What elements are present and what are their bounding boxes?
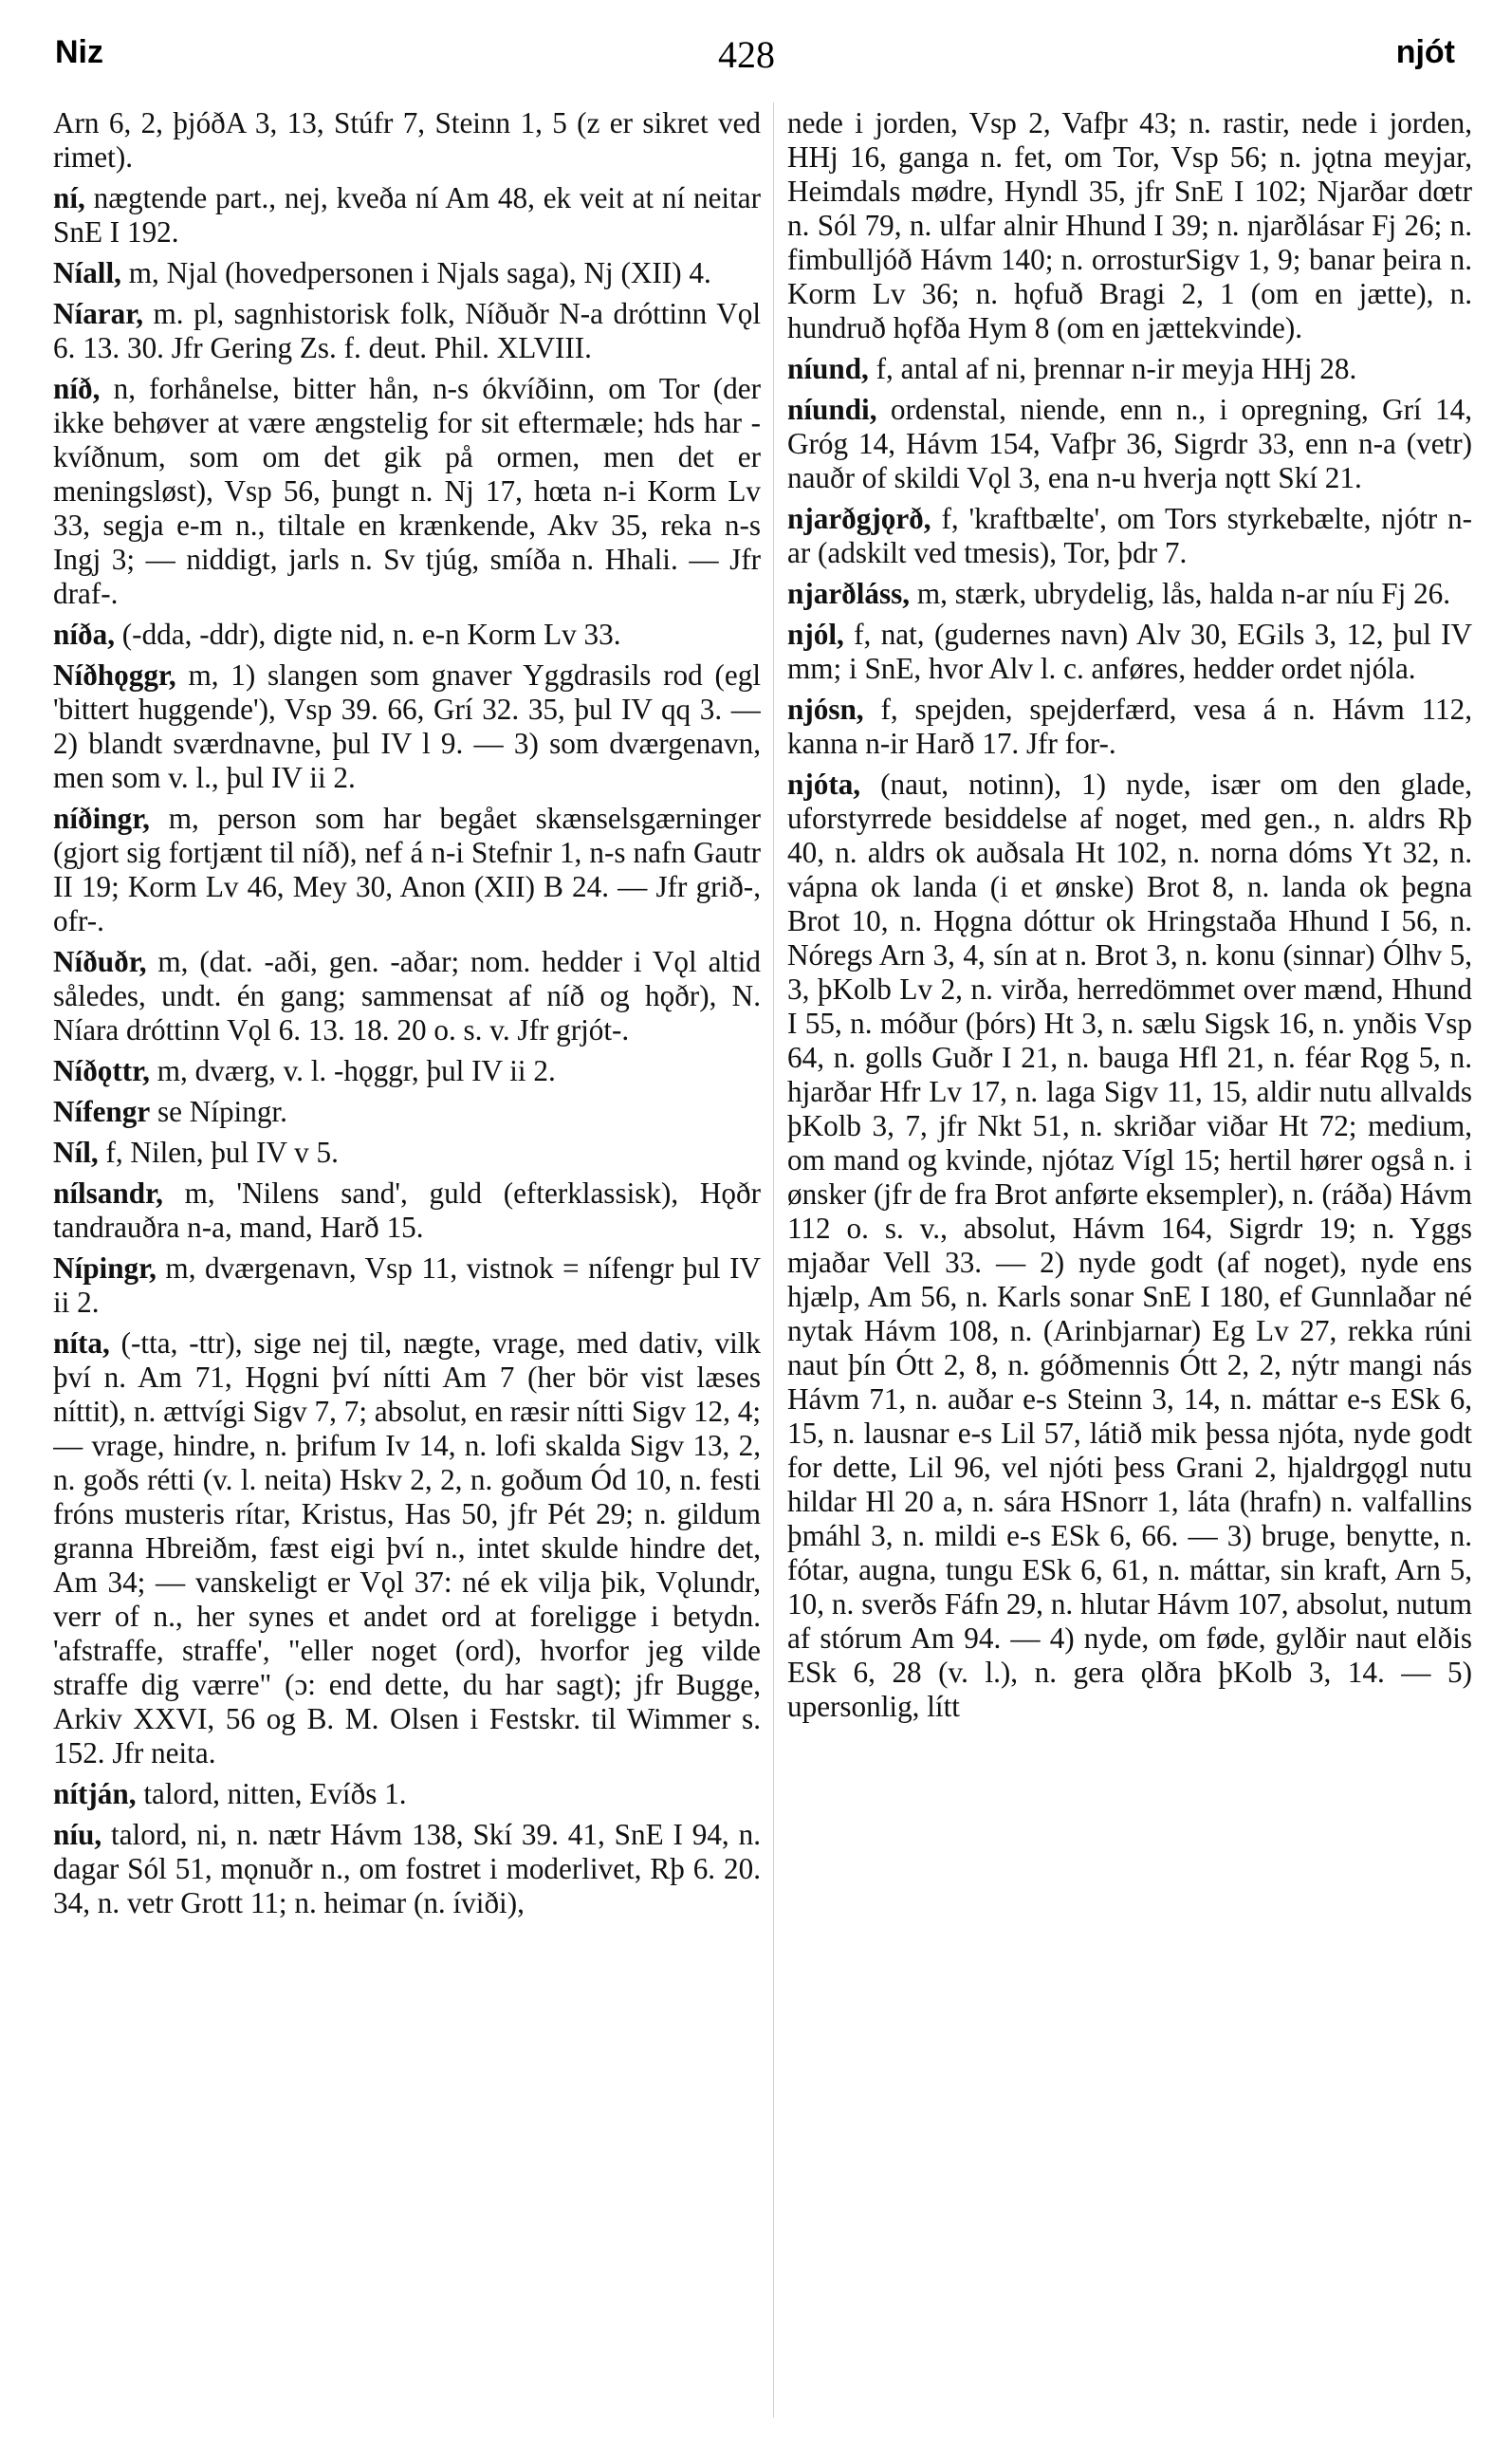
dictionary-entry xyxy=(787,502,1472,570)
dictionary-entry xyxy=(53,1095,761,1129)
dictionary-entry xyxy=(53,802,761,938)
entry-headword: níu, xyxy=(53,1818,102,1851)
dictionary-entry xyxy=(53,106,761,175)
entry-headword: Nífengr xyxy=(53,1095,151,1128)
dictionary-entry xyxy=(787,693,1472,761)
entry-headword: níð, xyxy=(53,372,101,405)
dictionary-entry xyxy=(53,1818,761,1920)
entry-text: ordenstal, niende, enn n., i opregning, Grí 14, Gróg 14, Hávm 154, Vafþr 36, Sigrdr 33, enn n-a (vetr) nauðr of skildi Vǫl 3, ena n-u hverja nǫtt Skí 21. xyxy=(787,393,1472,494)
dictionary-entry xyxy=(787,352,1472,386)
dictionary-entry xyxy=(53,256,761,290)
entry-text: m, stærk, ubrydelig, lås, halda n-ar níu Fj 26. xyxy=(910,577,1451,610)
entry-text: Arn 6, 2, þjóðA 3, 13, Stúfr 7, Steinn 1, 5 (z er sikret ved rimet). xyxy=(53,106,761,174)
entry-headword: Níall, xyxy=(53,256,121,289)
entry-headword: nílsandr, xyxy=(53,1176,163,1210)
entry-headword: Nípingr, xyxy=(53,1251,157,1285)
dictionary-entry xyxy=(787,106,1472,345)
entry-text: talord, nitten, Evíðs 1. xyxy=(136,1777,407,1810)
entry-text: nede i jorden, Vsp 2, Vafþr 43; n. rastir, nede i jorden, HHj 16, ganga n. fet, om Tor, Vsp 56; n. jǫtna meyjar, Heimdals mødre, Hyndl 35, jfr SnE I 102; Njarðar dœtr n. Sól 79, n. ulfar alnir Hhund I 39; n. njarðlásar Fj 26; n. fimbulljóð Hávm 140; n. orrosturSigv 1, 9; banar þeira n. Korm Lv 36; n. hǫfuð Bragi 2, 1 (om en jætte), n. hundruð hǫfða Hym 8 (om en jættekvinde). xyxy=(787,106,1472,344)
dictionary-entry xyxy=(53,1777,761,1811)
entry-text: n, forhånelse, bitter hån, n-s ókvíðinn, om Tor (der ikke behøver at være ængstelig for sit eftermæle; hds har -kvíðnum, som om det gik på ormen, men det er meningsløst), Vsp 56, þungt n. Nj 17, hœta n-i Korm Lv 33, segja e-m n., tiltale en krænkende, Akv 35, reka n-s Ingj 3; — niddigt, jarls n. Sv tjúg, smíða n. Hhali. — Jfr draf-. xyxy=(53,372,761,610)
dictionary-entry xyxy=(53,181,761,250)
entry-headword: Níðuðr, xyxy=(53,945,147,978)
entry-text: m. pl, sagnhistorisk folk, Níðuðr N-a dróttinn Vǫl 6. 13. 30. Jfr Gering Zs. f. deut. Phil. XLVIII. xyxy=(53,297,761,364)
entry-headword: njól, xyxy=(787,618,844,651)
dictionary-entry xyxy=(53,1176,761,1245)
dictionary-entry xyxy=(787,393,1472,495)
entry-text: m, dværg, v. l. -hǫggr, þul IV ii 2. xyxy=(149,1054,556,1087)
entry-headword: njósn, xyxy=(787,693,864,726)
entry-headword: njarðláss, xyxy=(787,577,911,610)
running-head-right: njót xyxy=(1395,34,1455,70)
entry-text: (naut, notinn), 1) nyde, især om den glade, uforstyrrede besiddelse af noget, med gen., n. aldrs Rþ 40, n. aldrs ok auðsala Ht 102, n. norna dóms Yt 32, n. vápna ok landa (i et ønske) Brot 8, n. landa ok þegna Brot 10, n. Hǫgna dóttur ok Hringstaða Hhund I 56, n. Nóregs Arn 3, 4, sín at n. Brot 3, n. konu (sinnar) Ólhv 5, 3, þKolb Lv 2, n. virða, herredömmet over mænd, Hhund I 55, n. móður (þórs) Ht 3, n. sælu Sigsk 16, n. ynðis Vsp 64, n. golls Guðr I 21, n. bauga Hfl 21, n. féar Rǫg 5, n. hjarðar Hfr Lv 17, n. laga Sigv 11, 15, aldir nutu allvalds þKolb 3, 7, jfr Nkt 51, n. skriðar viðar Ht 72; medium, om mand og kvinde, njótaz Vígl 15; hertil hører også n. i ønsker (jfr de fra Brot anførte eksempler), n. (ráða) Hávm 112 o. s. v., absolut, Hávm 164, Sigrdr 19; n. Yggs mjaðar Vell 33. — 2) nyde godt (af noget), nyde ens hjælp, Am 56, n. Karls sonar SnE I 180, ef Gunnlaðar né nytak Hávm 108, n. (Arinbjarnar) Eg Lv 27, rekka rúni naut þín Ótt 2, 8, n. góðmennis Ótt 2, 2, nýtr mangi nás Hávm 71, n. auðar e-s Steinn 3, 14, n. máttar e-s ESk 6, 15, n. lausnar e-s Lil 57, látið mik þessa njóta, nyde godt for dette, Lil 96, vel njóti þess Grani 2, hjaldrgǫgl nutu hildar Hl 20 a, n. sára HSnorr 1, láta (hrafn) n. valfallins þmáhl 3, n. mildi e-s ESk 6, 66. — 3) bruge, benytte, n. fótar, augna, tungu ESk 6, 61, n. máttar, sin kraft, Arn 5, 10, n. sverðs Fáfn 29, n. hlutar Hávm 107, absolut, nutum af stórum Am 94. — 4) nyde, om føde, gylðir naut elðis ESk 6, 28 (v. l.), n. gera ǫlðra þKolb 3, 14. — 5) upersonlig, lítt xyxy=(787,768,1472,1723)
entry-text: m, 'Nilens sand', guld (efterklassisk), Hǫðr tandrauðra n-a, mand, Harð 15. xyxy=(53,1176,761,1244)
dictionary-entry xyxy=(53,618,761,652)
dictionary-entry xyxy=(53,1054,761,1088)
dictionary-entry xyxy=(787,577,1472,611)
entry-headword: Níðhǫggr, xyxy=(53,658,176,692)
entry-headword: Níl, xyxy=(53,1136,99,1169)
entry-headword: níða, xyxy=(53,618,115,651)
entry-headword: ní, xyxy=(53,181,85,214)
dictionary-entry xyxy=(53,297,761,365)
entry-text: (-tta, -ttr), sige nej til, nægte, vrage, med dativ, vilk því n. Am 71, Hǫgni því nítti Am 7 (her bör vist læses níttit), n. ættvígi Sigv 7, 7; absolut, en ræsir nítti Sigv 12, 4; — vrage, hindre, n. þrifum Iv 14, n. lofi skalda Sigv 13, 2, n. goðs rétti (v. l. neita) Hskv 2, 2, n. goðum Ód 10, n. festi fróns musteris rítar, Kristus, Has 50, jfr Pét 29; n. gildum granna Hbreiðm, fæst eigi því n., intet skulde hindre det, Am 34; — vanskeligt er Vǫl 37: né ek vilja þik, Vǫlundr, verr of n., her synes et andet ord at foreligge i betydn. 'afstraffe, straffe', "eller noget (ord), hvorfor jeg vilde straffe dig værre" (ɔ: end dette, du har sagt); jfr Bugge, Arkiv XXVI, 56 og B. M. Olsen i Festskr. til Wimmer s. 152. Jfr neita. xyxy=(53,1326,761,1769)
entry-text: m, (dat. -aði, gen. -aðar; nom. hedder i Vǫl altid således, undt. én gang; sammensat af níð og hǫðr), N. Níara dróttinn Vǫl 6. 13. 18. 20 o. s. v. Jfr grjót-. xyxy=(53,945,761,1047)
dictionary-entry xyxy=(53,1326,761,1770)
page-number: 428 xyxy=(718,33,775,76)
entry-headword: níundi, xyxy=(787,393,877,426)
dictionary-entry xyxy=(53,372,761,611)
dictionary-entry xyxy=(53,1136,761,1170)
entry-text: f, Nilen, þul IV v 5. xyxy=(98,1136,339,1169)
dictionary-entry xyxy=(53,1251,761,1320)
entry-text: nægtende part., nej, kveða ní Am 48, ek veit at ní neitar SnE I 192. xyxy=(53,181,761,249)
entry-text: se Nípingr. xyxy=(150,1095,287,1128)
entry-text: m, dværgenavn, Vsp 11, vistnok = nífengr þul IV ii 2. xyxy=(53,1251,761,1319)
entry-headword: nítján, xyxy=(53,1777,137,1810)
dictionary-entry xyxy=(53,945,761,1047)
entry-text: (-dda, -ddr), digte nid, n. e-n Korm Lv 33. xyxy=(115,618,621,651)
entry-text: f, antal af ni, þrennar n-ir meyja HHj 28. xyxy=(868,352,1357,385)
entry-text: talord, ni, n. nætr Hávm 138, Skí 39. 41, SnE I 94, n. dagar Sól 51, mǫnuðr n., om fostret i moderlivet, Rþ 6. 20. 34, n. vetr Grott 11; n. heimar (n. íviði), xyxy=(53,1818,761,1919)
entry-text: f, 'kraftbælte', om Tors styrkebælte, njótr n-ar (adskilt ved tmesis), Tor, þdr 7. xyxy=(787,502,1472,569)
entry-headword: níund, xyxy=(787,352,869,385)
entry-headword: njóta, xyxy=(787,768,861,801)
dictionary-entry xyxy=(53,658,761,795)
entry-text: m, 1) slangen som gnaver Yggdrasils rod (egl 'bittert huggende'), Vsp 39. 66, Grí 32. 35, þul IV qq 3. — 2) blandt sværdnavne, þul IV l 9. — 3) som dværgenavn, men som v. l., þul IV ii 2. xyxy=(53,658,761,794)
entry-text: f, nat, (gudernes navn) Alv 30, EGils 3, 12, þul IV mm; i SnE, hvor Alv l. c. anføres, hedder ordet njóla. xyxy=(787,618,1472,685)
entry-headword: níðingr, xyxy=(53,802,150,835)
dictionary-entry xyxy=(787,618,1472,686)
entry-headword: níta, xyxy=(53,1326,110,1360)
entry-headword: njarðgjǫrð, xyxy=(787,502,931,535)
entry-text: m, Njal (hovedpersonen i Njals saga), Nj (XII) 4. xyxy=(120,256,711,289)
entry-text: m, person som har begået skænselsgærninger (gjort sig fortjænt til níð), nef á n-i Stefnir 1, n-s nafn Gautr II 19; Korm Lv 46, Mey 30, Anon (XII) B 24. — Jfr grið-, ofr-. xyxy=(53,802,761,937)
entry-headword: Níarar, xyxy=(53,297,143,330)
entry-headword: Níðǫttr, xyxy=(53,1054,150,1087)
column-divider xyxy=(773,102,774,2418)
running-head-left: Niz xyxy=(55,34,103,70)
right-column xyxy=(787,106,1472,2431)
dictionary-entry xyxy=(787,768,1472,1724)
entry-text: f, spejden, spejderfærd, vesa á n. Hávm 112, kanna n-ir Harð 17. Jfr for-. xyxy=(787,693,1472,760)
left-column xyxy=(53,106,761,2431)
